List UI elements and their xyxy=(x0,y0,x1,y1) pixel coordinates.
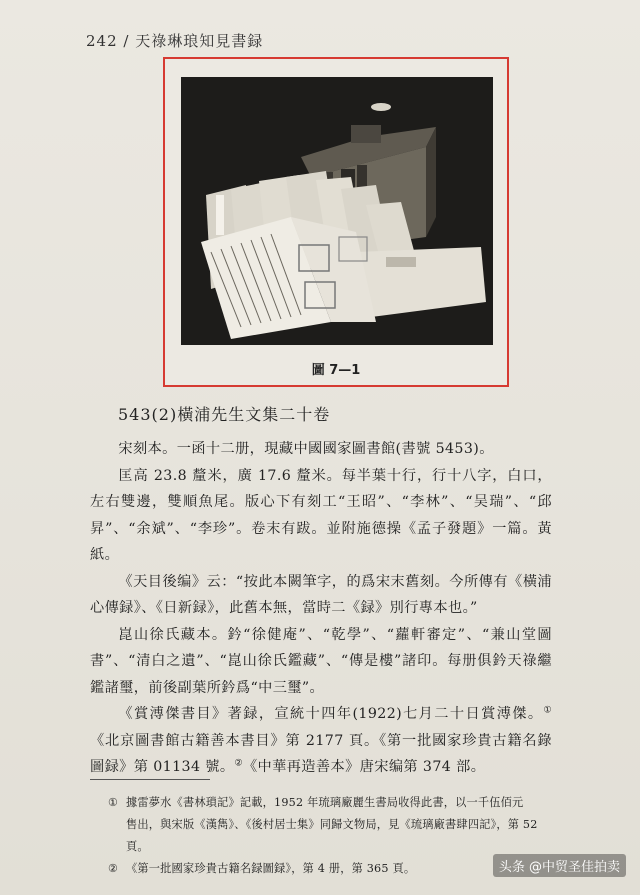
paragraph-format: 匡高 23.8 釐米，廣 17.6 釐米。每半葉十行，行十八字，白口，左右雙邊，雙順魚尾。版心下有刻工“王昭”、“李林”、“吴瑞”、“邱昇”、“余斌”、“李珍”。卷末有跋。並附施德操《孟子發題》一篇。黃紙。 xyxy=(90,467,552,563)
entry-body xyxy=(90,436,552,781)
footnotes xyxy=(90,792,555,880)
ref-text-2: 《北京圖書館古籍善本書目》第 2177 頁。《第一批國家珍貴古籍名錄圖録》第 01134 號。 xyxy=(90,732,552,775)
paragraph-edition: 宋刻本。一函十二册，現藏中國國家圖書館(書號 5453)。 xyxy=(118,441,494,457)
ref-text-1: 《賞溥傑書目》著録，宣統十四年(1922)七月二十日賞溥傑。 xyxy=(118,706,544,722)
footnote-ref-2[interactable]: ② xyxy=(234,758,243,769)
paragraph-references xyxy=(90,701,552,781)
watermark: 头条 @中贸圣佳拍卖 xyxy=(493,854,626,877)
paragraph-catalog-quote: 《天目後编》云：“按此本闕筆字，的爲宋末舊刻。今所傳有《橫浦心傳録》、《日新録》，此舊本無，當時二《録》別行專本也。” xyxy=(90,573,552,616)
figure-highlight-frame[interactable] xyxy=(163,57,509,387)
book-box-photo xyxy=(181,77,493,345)
footnote-divider xyxy=(90,779,210,780)
footnote-text-1: 據雷夢水《書林瑣記》記載，1952 年琉璃廠麗生書局收得此書，以一千伍佰元 xyxy=(126,796,524,809)
entry-title: 543(2)橫浦先生文集二十卷 xyxy=(118,405,331,424)
footnote-1-continued xyxy=(90,814,555,858)
footnote-mark-1: ① xyxy=(108,796,119,809)
book-box-illustration xyxy=(181,77,493,345)
running-head: 242 / 天祿琳琅知見書録 xyxy=(86,32,264,50)
footnote-2 xyxy=(90,858,555,880)
figure-caption: 圖 7—1 xyxy=(311,363,361,378)
footnote-1 xyxy=(90,792,555,814)
footnote-text-1b: 售出，與宋版《漢雋》、《後村居士集》同歸文物局，見《琉璃廠書肆四記》，第 52 頁。 xyxy=(126,818,538,853)
paragraph-seals: 崑山徐氏藏本。鈐“徐健庵”、“乾學”、“蘿軒審定”、“兼山堂圖書”、“清白之遺”、“崑山徐氏鑑藏”、“傳是樓”諸印。每册俱鈐天祿繼鑑諸璽，前後副葉所鈐爲“中三璽”。 xyxy=(90,626,552,696)
footnote-mark-2: ② xyxy=(108,862,119,875)
footnote-ref-1[interactable]: ① xyxy=(543,705,552,716)
footnote-text-2: 《第一批國家珍貴古籍名録圖録》，第 4 册，第 365 頁。 xyxy=(126,862,416,875)
ref-text-3: 《中華再造善本》唐宋编第 374 部。 xyxy=(242,759,486,775)
